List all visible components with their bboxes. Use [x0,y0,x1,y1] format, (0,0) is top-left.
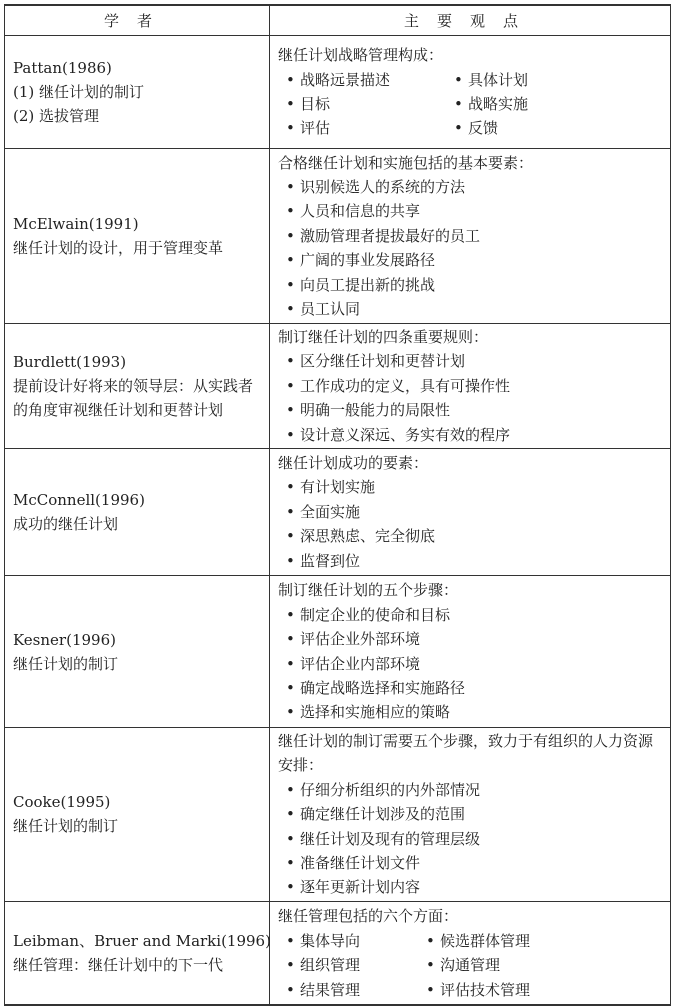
points-cell [270,149,671,324]
list-item: • 全面实施 [278,500,662,524]
scholar-name: Burdlett(1993) [13,353,127,372]
list-item: • 组织管理 [278,953,418,977]
list-item: • 确定战略选择和实施路径 [278,676,662,700]
scholar-work: 继任计划的制订 [13,654,119,673]
list-item: • 工作成功的定义，具有可操作性 [278,374,662,398]
points-cell [270,449,671,576]
list-item: • 目标 [278,92,446,116]
list-item: • 反馈 [446,116,662,140]
points-intro: 制订继任计划的五个步骤： [278,581,459,600]
scholar-name: McElwain(1991) [13,215,139,233]
list-item: • 广阔的事业发展路径 [278,248,662,272]
points-list [278,929,662,1002]
table-row [5,576,671,728]
list-item: • 战略实施 [446,92,662,116]
scholar-cell [5,36,270,149]
table-row [5,901,671,1005]
list-item: • 选择和实施相应的策略 [278,700,662,724]
list-item: • 战略远景描述 [278,68,446,92]
scholar-work: (2) 选拔管理 [13,107,100,125]
points-list [278,475,662,573]
points-cell [270,728,671,902]
points-intro: 继任计划的制订需要五个步骤，致力于有组织的人力资源安排： [278,732,654,775]
list-item: • 激励管理者提拔最好的员工 [278,224,662,248]
list-item: • 评估 [278,116,446,140]
points-cell [270,901,671,1005]
list-item: • 明确一般能力的局限性 [278,398,662,422]
points-cell [270,576,671,728]
list-item: • 评估企业外部环境 [278,627,662,651]
list-item: • 确定继任计划涉及的范围 [278,802,662,826]
scholar-cell [5,324,270,449]
list-item: • 评估企业内部环境 [278,652,662,676]
points-list [278,778,662,900]
scholar-cell [5,449,270,576]
points-intro: 制订继任计划的四条重要规则： [278,328,489,346]
table-row [5,149,671,324]
list-item: • 区分继任计划和更替计划 [278,349,662,373]
scholar-work: 继任管理：继任计划中的下一代 [13,956,224,975]
list-item: • 结果管理 [278,978,418,1002]
points-intro: 合格继任计划和实施包括的基本要素： [278,153,534,172]
list-item: • 设计意义深远、务实有效的程序 [278,423,662,447]
table-row [5,728,671,902]
scholar-name: Pattan(1986) [13,59,112,77]
list-item: • 沟通管理 [418,953,662,977]
scholar-name: McConnell(1996) [13,491,145,510]
points-intro: 继任计划成功的要素： [278,454,429,473]
scholar-cell [5,901,270,1005]
points-cell [270,36,671,149]
header-main-points: 主要观点 [270,5,671,36]
scholar-cell [5,576,270,728]
points-intro: 继任管理包括的六个方面： [278,907,459,926]
points-list [278,603,662,725]
scholar-name: Kesner(1996) [13,630,116,649]
table-header-row [5,5,671,36]
list-item: • 评估技术管理 [418,978,662,1002]
points-list [278,349,662,447]
points-intro: 继任计划战略管理构成： [278,46,444,65]
scholar-cell [5,728,270,902]
scholar-work: 提前设计好将来的领导层：从实践者的角度审视继任计划和更替计划 [13,377,254,420]
table-row [5,36,671,149]
list-item: • 制定企业的使命和目标 [278,603,662,627]
header-scholar: 学者 [5,5,270,36]
scholar-work: 成功的继任计划 [13,515,119,534]
list-item: • 集体导向 [278,929,418,953]
list-item: • 向员工提出新的挑战 [278,273,662,297]
scholar-work: 继任计划的制订 [13,817,119,836]
scholar-name: Cooke(1995) [13,793,111,812]
scholar-name: Leibman、Bruer and Marki(1996) [13,932,271,951]
list-item: • 识别候选人的系统的方法 [278,175,662,199]
list-item: • 深思熟虑、完全彻底 [278,524,662,548]
list-item: • 人员和信息的共享 [278,199,662,223]
list-item: • 监督到位 [278,549,662,573]
table-row [5,449,671,576]
list-item: • 准备继任计划文件 [278,851,662,875]
list-item: • 逐年更新计划内容 [278,875,662,899]
table-row [5,324,671,449]
points-cell [270,324,671,449]
scholar-cell [5,149,270,324]
list-item: • 有计划实施 [278,475,662,499]
list-item: • 仔细分析组织的内外部情况 [278,778,662,802]
list-item: • 继任计划及现有的管理层级 [278,827,662,851]
list-item: • 候选群体管理 [418,929,662,953]
scholar-work: (1) 继任计划的制订 [13,83,145,101]
points-list [278,68,662,141]
scholar-work: 继任计划的设计，用于管理变革 [13,239,224,257]
points-list [278,175,662,321]
list-item: • 员工认同 [278,297,662,321]
list-item: • 具体计划 [446,68,662,92]
scholars-table [4,4,671,1006]
